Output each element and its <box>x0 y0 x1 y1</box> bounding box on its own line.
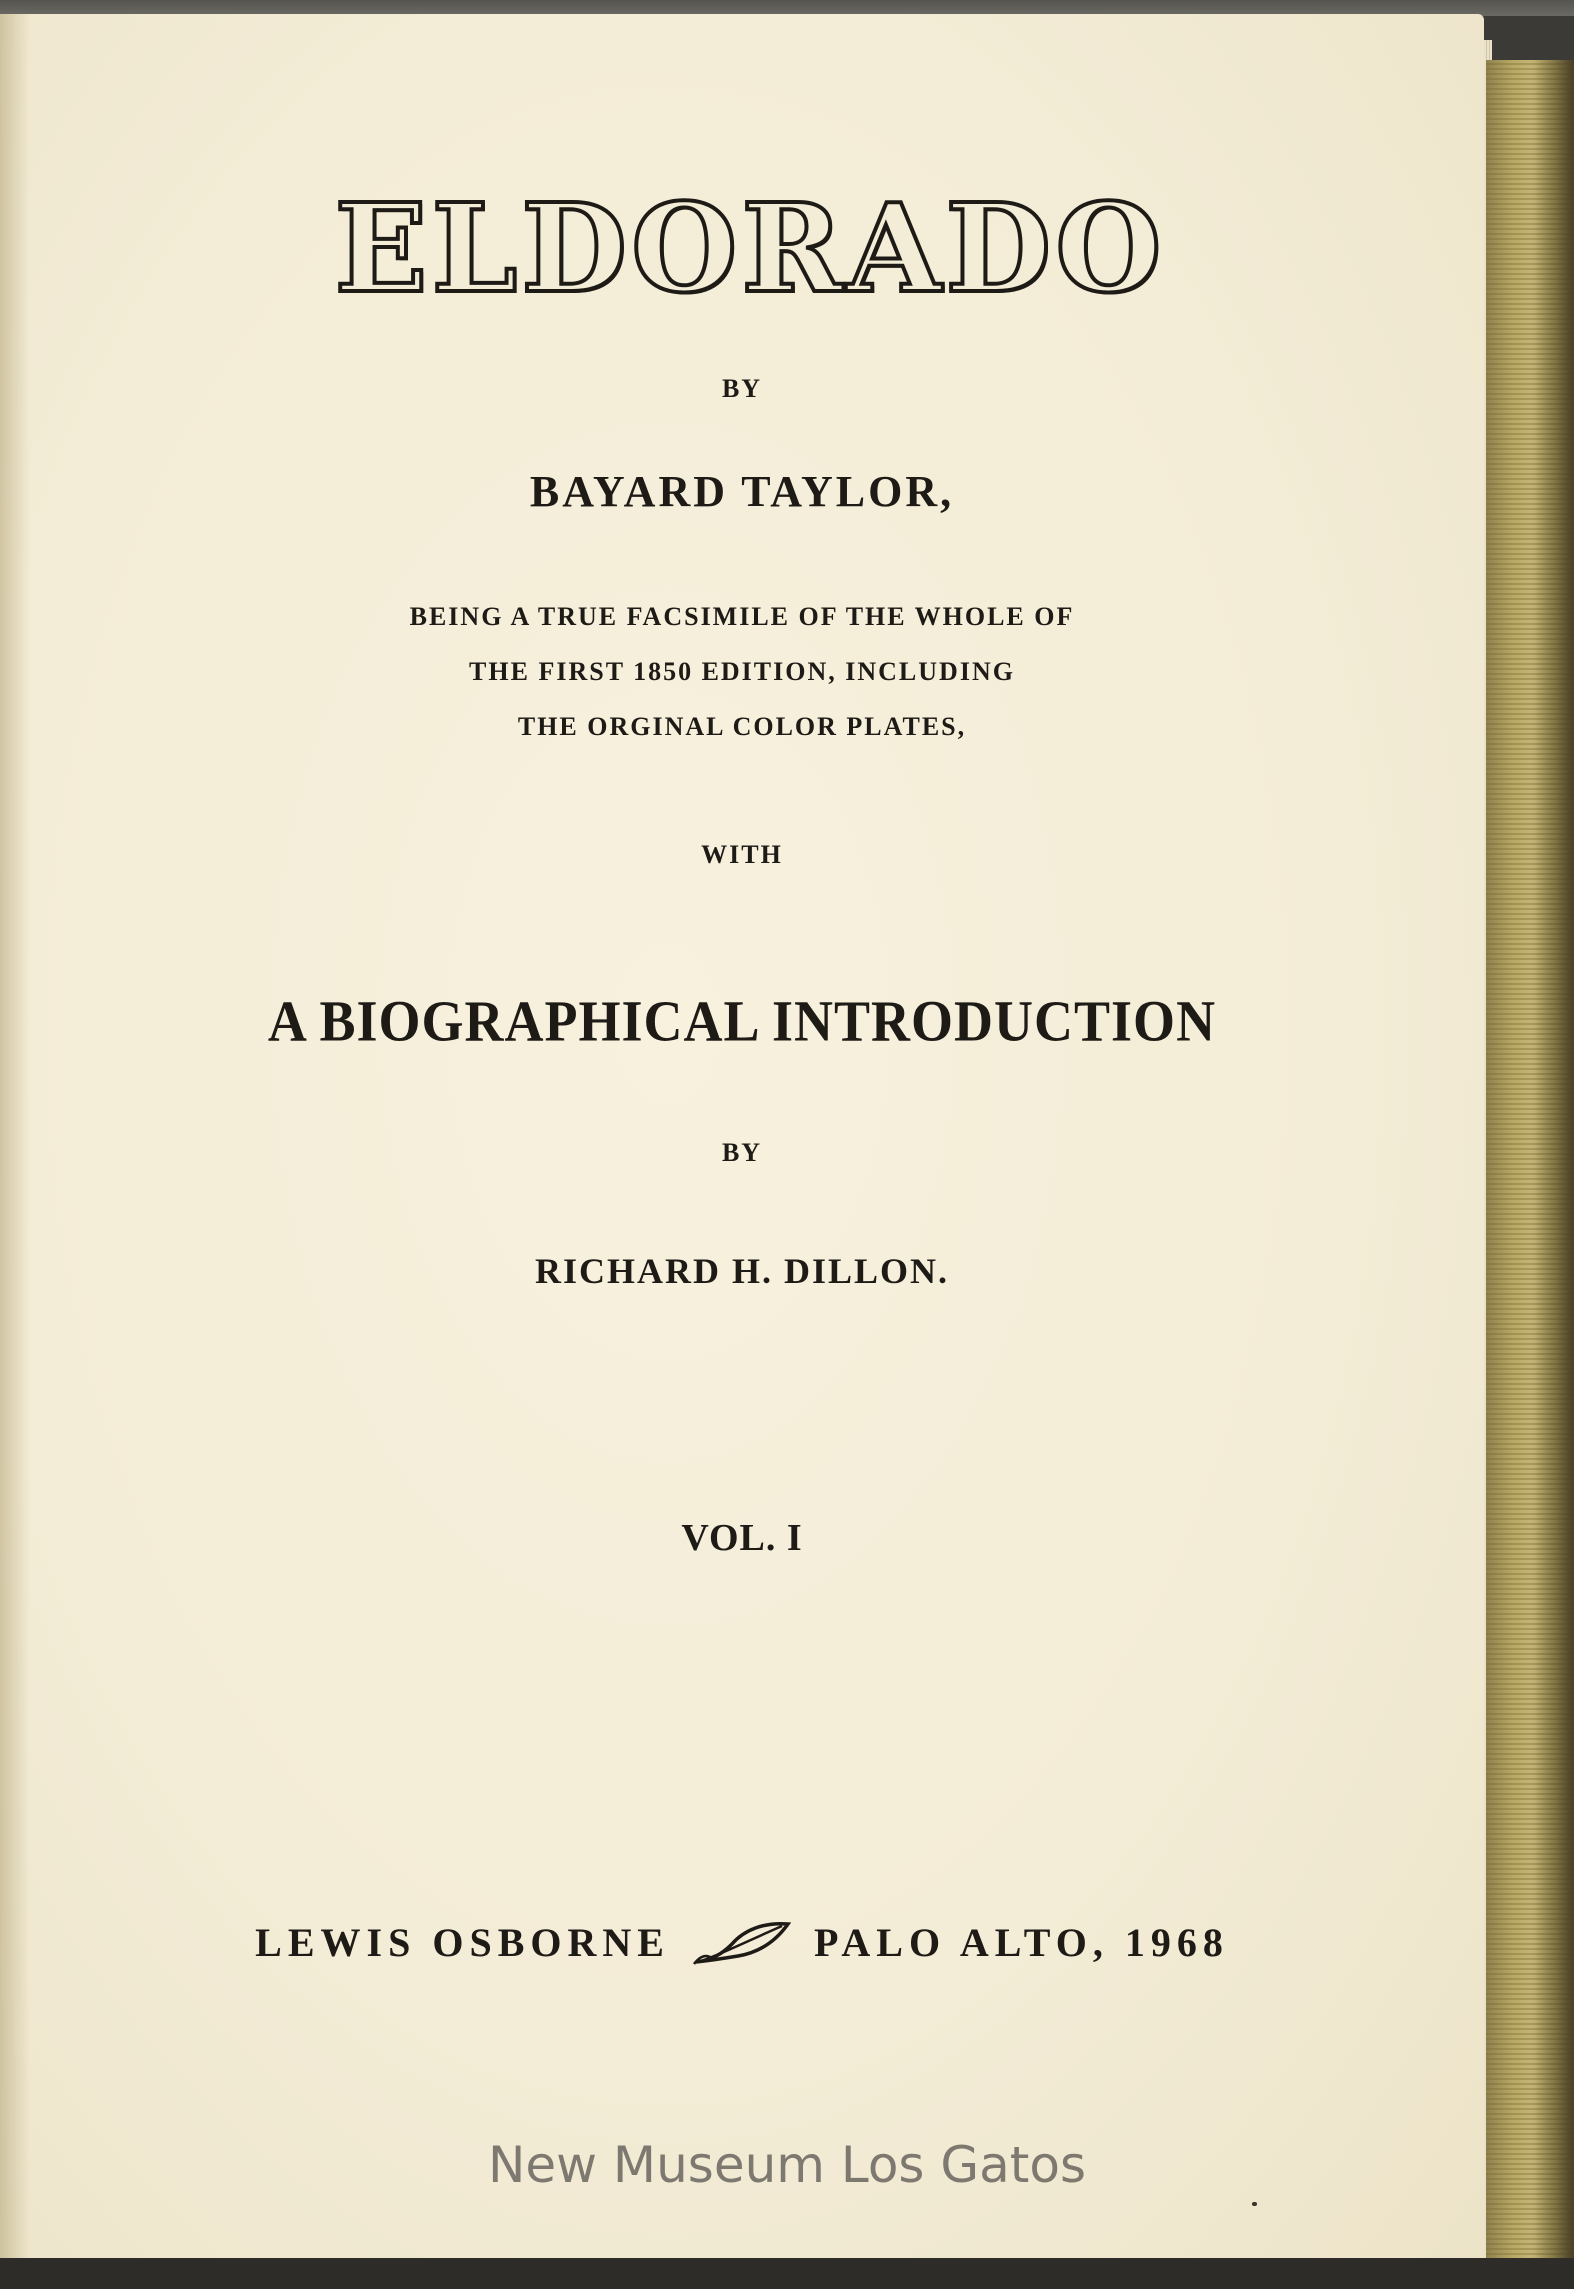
author-name: BAYARD TAYLOR, <box>529 467 955 516</box>
volume-label: VOL. I <box>681 1517 803 1559</box>
description-line-2: THE FIRST 1850 EDITION, INCLUDING <box>469 657 1015 686</box>
paper-speck <box>1252 2202 1257 2206</box>
by-label-editor: BY <box>721 1138 763 1167</box>
leaf-ornament-icon <box>692 1916 792 1968</box>
place-year: PALO ALTO, 1968 <box>813 1919 1229 1965</box>
watermark-text: New Museum Los Gatos <box>487 2136 1087 2194</box>
editor-name: RICHARD H. DILLON. <box>534 1251 950 1291</box>
description-line-3: THE ORGINAL COLOR PLATES, <box>517 712 967 741</box>
scan-bottom-edge <box>0 2258 1574 2289</box>
publisher-name: LEWIS OSBORNE <box>255 1919 670 1965</box>
by-label-author: BY <box>721 374 763 403</box>
introduction-heading: A BIOGRAPHICAL INTRODUCTION <box>267 988 1217 1054</box>
with-label: WITH <box>701 840 783 869</box>
imprint-line <box>0 1916 1484 1968</box>
spine-shadow <box>1530 60 1574 2260</box>
book-title: ELDORADO <box>334 176 1166 320</box>
description-line-1: BEING A TRUE FACSIMILE OF THE WHOLE OF <box>409 602 1075 631</box>
